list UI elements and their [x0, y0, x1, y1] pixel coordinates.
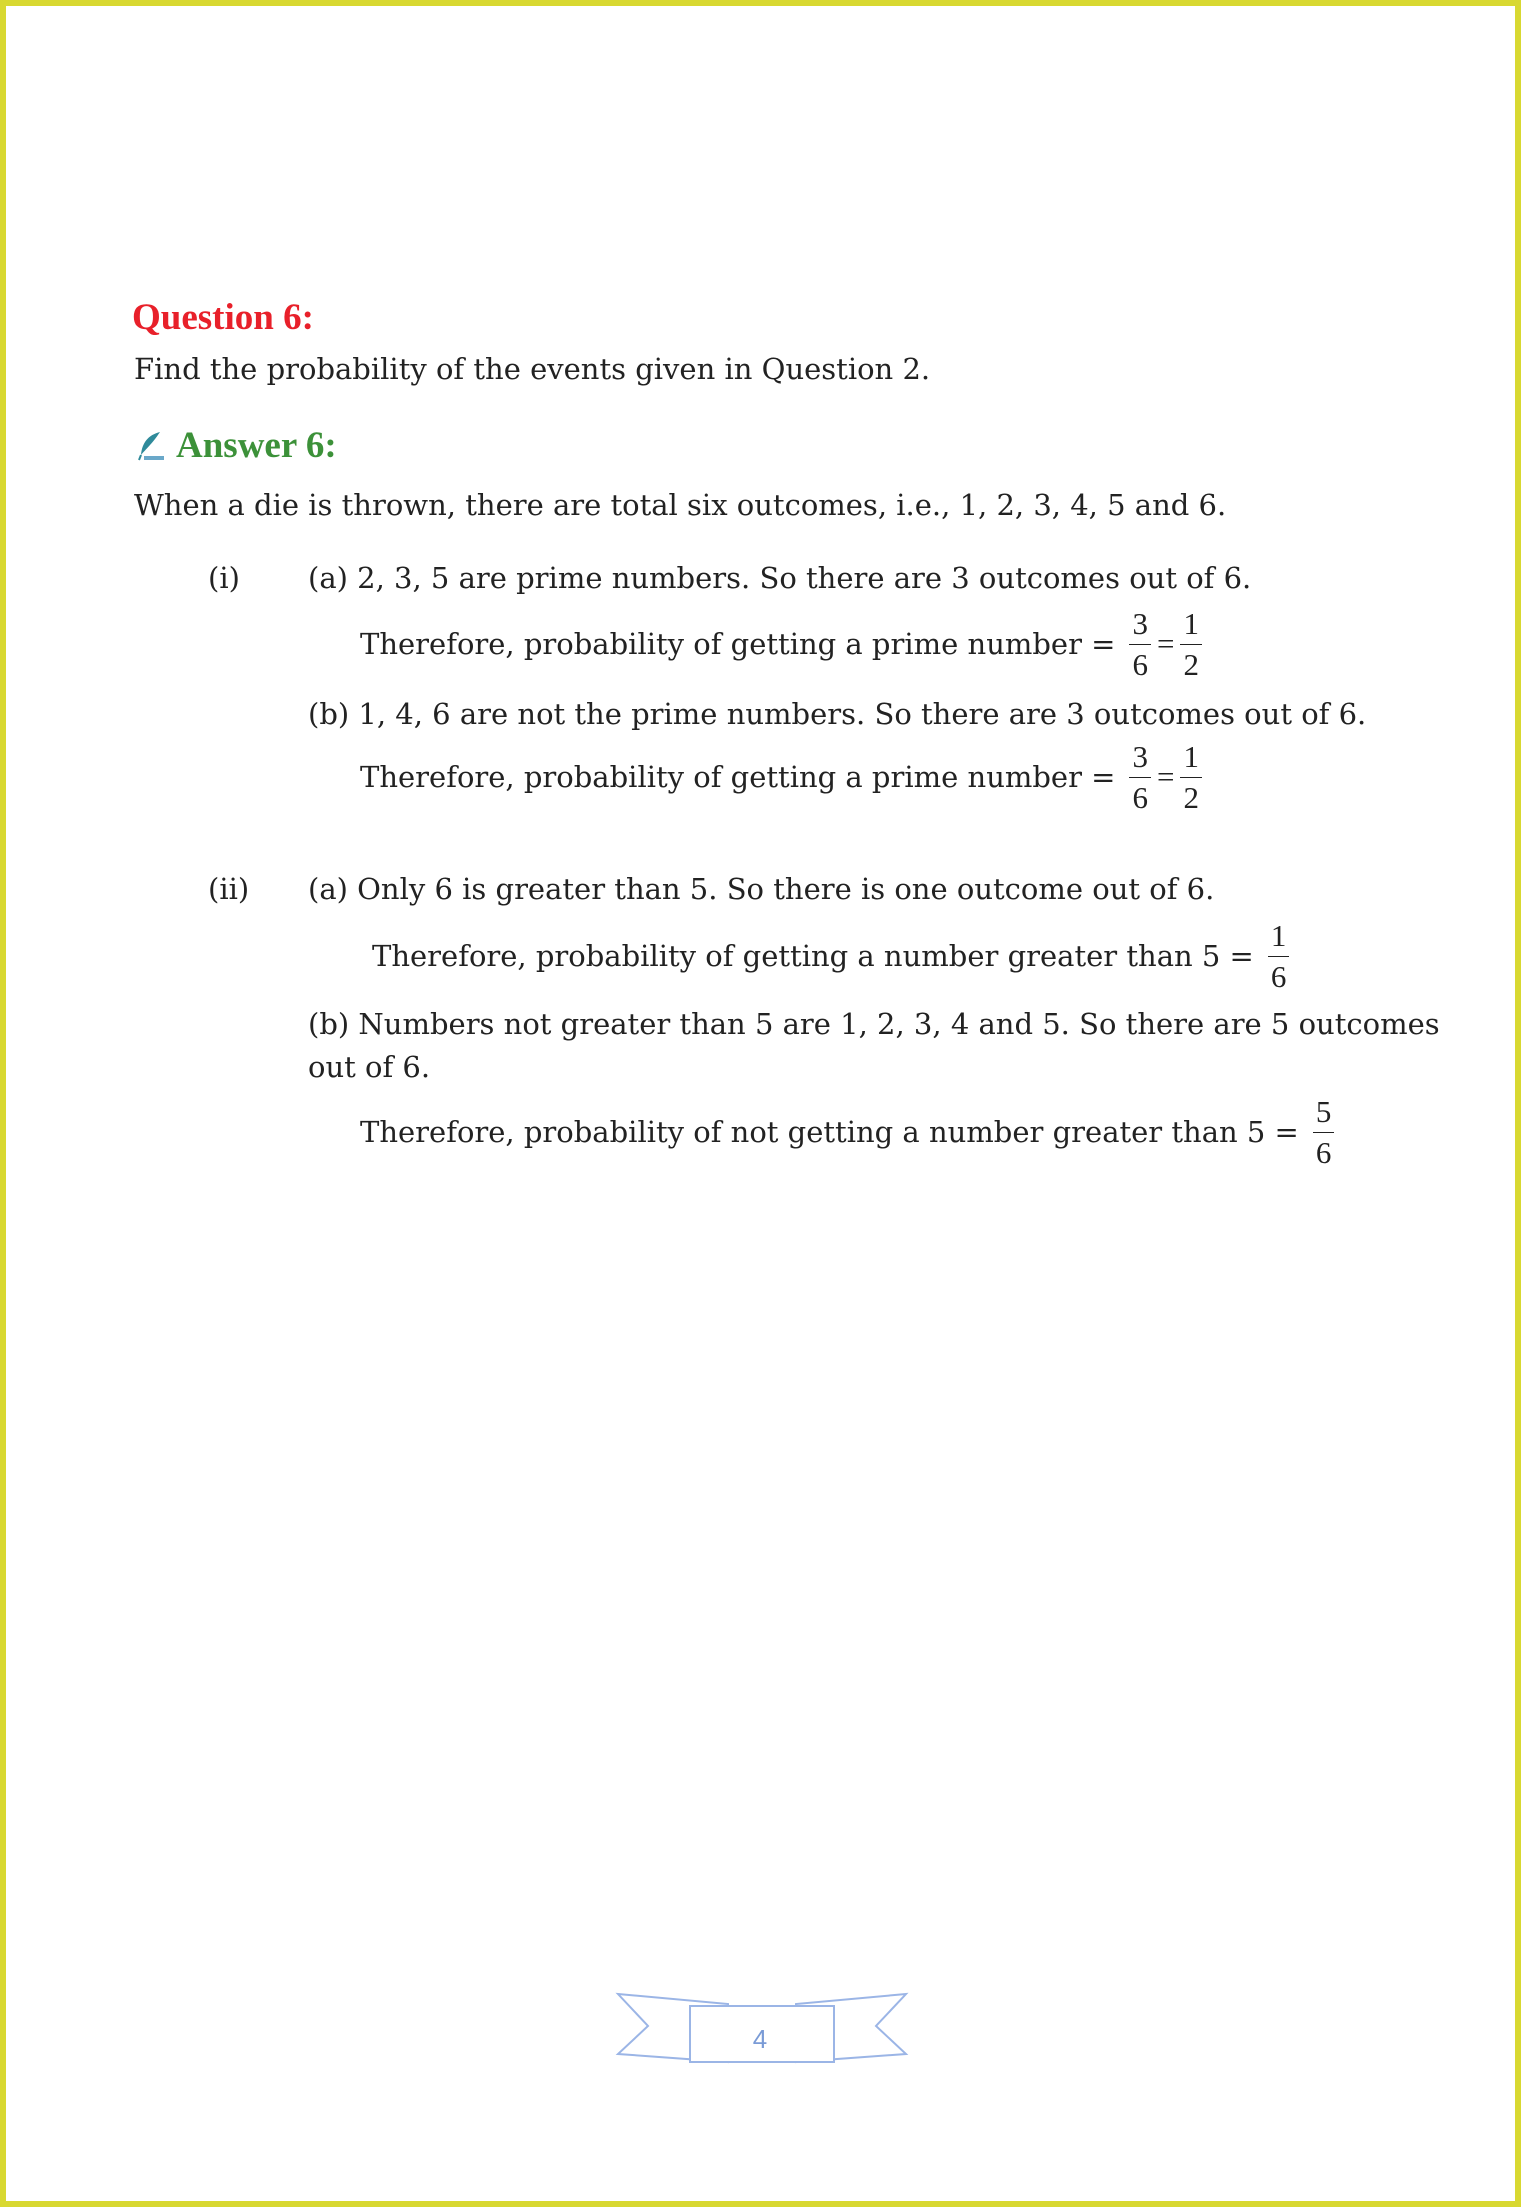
fraction [1129, 606, 1151, 682]
part-ii-b-eq-text: Therefore, probability of not getting a number greater than 5 = [360, 1115, 1299, 1150]
quill-pen-icon [134, 429, 168, 463]
question-text: Find the probability of the events given in Question 2. [134, 352, 931, 386]
fraction-denominator: 6 [1132, 646, 1148, 682]
part-ii-a-eq-text: Therefore, probability of getting a number greater than 5 = [372, 939, 1254, 974]
fraction-denominator: 2 [1183, 646, 1199, 682]
question-title: Question 6: [132, 297, 314, 338]
part-i-a-eq-text: Therefore, probability of getting a prime number = [360, 627, 1116, 662]
fraction [1268, 918, 1290, 994]
fraction-denominator: 6 [1315, 1134, 1332, 1170]
fraction-denominator: 6 [1132, 779, 1148, 815]
page-number: 4 [752, 2024, 768, 2054]
part-i-a-equation [360, 606, 1204, 682]
part-ii-b-text-line1: (b) Numbers not greater than 5 are 1, 2, 3, 4 and 5. So there are 5 outcomes [308, 1007, 1440, 1041]
fraction-numerator: 3 [1129, 606, 1151, 645]
fraction-numerator: 1 [1180, 606, 1202, 645]
fraction [1180, 739, 1202, 815]
part-ii-a-text: (a) Only 6 is greater than 5. So there is one outcome out of 6. [308, 872, 1215, 906]
fraction-numerator: 5 [1313, 1094, 1335, 1133]
fraction-numerator: 1 [1180, 739, 1202, 778]
fraction-numerator: 3 [1129, 739, 1151, 778]
part-ii-a-equation [372, 918, 1291, 994]
part-ii-b-text-line2: out of 6. [308, 1050, 431, 1084]
fraction [1180, 606, 1202, 682]
part-i-a-text: (a) 2, 3, 5 are prime numbers. So there are 3 outcomes out of 6. [308, 561, 1252, 595]
part-i-b-text: (b) 1, 4, 6 are not the prime numbers. So there are 3 outcomes out of 6. [308, 697, 1367, 731]
answer-intro: When a die is thrown, there are total six outcomes, i.e., 1, 2, 3, 4, 5 and 6. [134, 488, 1227, 522]
fraction [1313, 1094, 1335, 1170]
fraction-denominator: 2 [1183, 779, 1199, 815]
fraction-denominator: 6 [1270, 958, 1287, 994]
equals-sign: = [1156, 626, 1175, 662]
part-i-label: (i) [208, 561, 240, 595]
equals-sign: = [1156, 759, 1175, 795]
part-i-b-eq-text: Therefore, probability of getting a prime number = [360, 760, 1116, 795]
fraction [1129, 739, 1151, 815]
answer-title: Answer 6: [176, 425, 337, 466]
answer-heading [134, 424, 337, 467]
fraction-numerator: 1 [1268, 918, 1290, 957]
part-i-b-equation [360, 739, 1204, 815]
part-ii-label: (ii) [208, 872, 250, 906]
part-ii-b-equation [360, 1094, 1336, 1170]
